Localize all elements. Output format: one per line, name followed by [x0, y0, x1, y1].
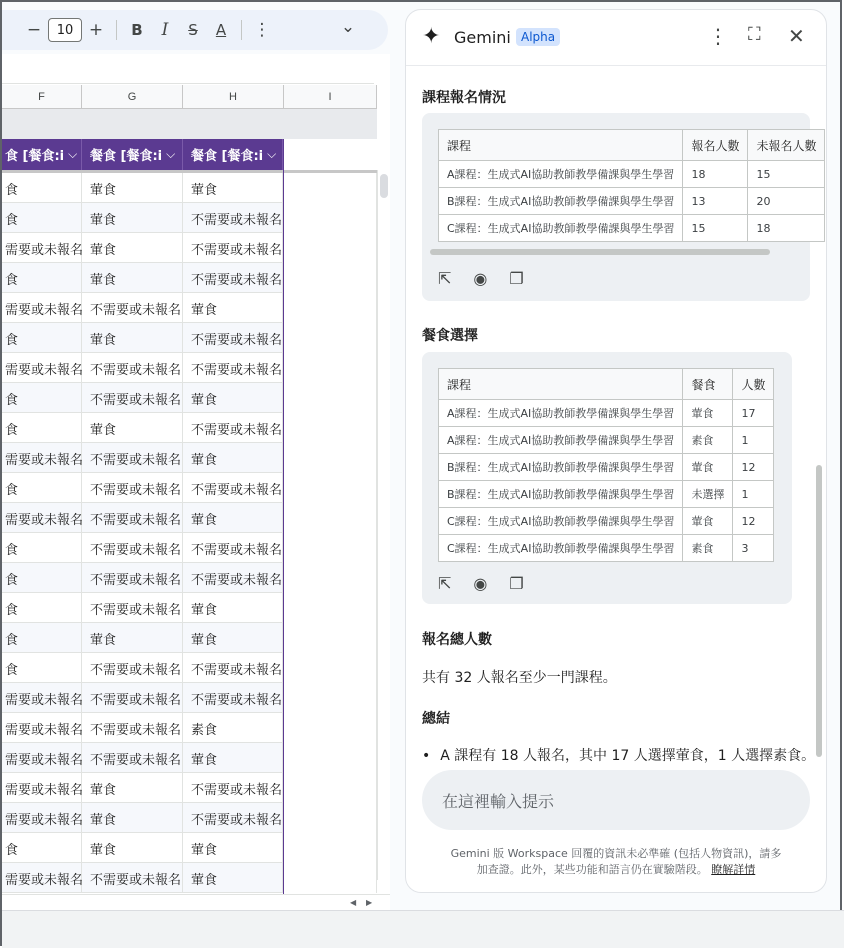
bullet-dot: •	[422, 748, 431, 764]
panel-header	[406, 10, 826, 66]
decrease-font-size-button[interactable]: −	[26, 20, 42, 40]
preview-eye-icon[interactable]: ◉	[473, 574, 488, 593]
expand-icon[interactable]: ⛶	[748, 24, 761, 45]
table-wrapper	[438, 368, 774, 562]
bold-button[interactable]: B	[131, 21, 143, 39]
grid-cell[interactable]: 葷食	[183, 863, 283, 893]
copy-icon[interactable]: ❐	[509, 269, 524, 288]
text-color-button[interactable]: A	[215, 21, 227, 39]
grid-cell[interactable]: 需要或未報名	[2, 713, 82, 743]
table-cell: C課程：生成式AI協助教師教學備課與學生學習	[439, 535, 683, 562]
formula-bar-area	[2, 54, 374, 84]
grid-cell[interactable]	[283, 623, 377, 653]
chevron-down-icon[interactable]: ⌄	[340, 17, 356, 37]
table-cell: 20	[748, 188, 825, 215]
column-header-i[interactable]: I	[284, 85, 377, 109]
grid-cell[interactable]: 葷食	[82, 833, 183, 863]
table-cell: 葷食	[683, 508, 733, 535]
header-label: 餐食 [餐食:i	[90, 149, 163, 164]
scrollbar-thumb[interactable]	[380, 174, 388, 198]
formatting-toolbar	[2, 10, 388, 50]
disclaimer-text	[446, 846, 786, 878]
grid-cell[interactable]: 需要或未報名	[2, 443, 82, 473]
grid-cell[interactable]: 不需要或未報名	[183, 563, 283, 593]
summary-text: A 課程有 18 人報名，其中 17 人選擇葷食，1 人選擇素食。	[440, 748, 816, 764]
table-row	[2, 263, 377, 293]
grid-cell[interactable]: 不需要或未報名	[183, 473, 283, 503]
strikethrough-button[interactable]: S	[188, 21, 198, 39]
grid-cell[interactable]: 不需要或未報名	[82, 713, 183, 743]
grid-cell[interactable]: 需要或未報名	[2, 293, 82, 323]
column-header-f[interactable]: F	[2, 85, 82, 109]
grid-cell[interactable]	[283, 413, 377, 443]
scroll-right-icon[interactable]: ▶	[366, 898, 373, 907]
table-row	[439, 161, 825, 188]
grid-cell[interactable]: 不需要或未報名	[82, 593, 183, 623]
grid-cell[interactable]: 不需要或未報名	[183, 683, 283, 713]
table-cell: 素食	[683, 535, 733, 562]
divider	[116, 20, 117, 40]
total-text: 共有 32 人報名至少一門課程。	[422, 670, 617, 686]
grid-cell[interactable]: 需要或未報名	[2, 503, 82, 533]
chevron-down-icon[interactable]: ⌵	[166, 147, 176, 161]
alpha-badge: Alpha	[516, 28, 560, 46]
table-row	[439, 535, 774, 562]
grid-cell[interactable]: 需要或未報名	[2, 683, 82, 713]
grid-cell[interactable]	[283, 503, 377, 533]
grid-cell[interactable]	[283, 383, 377, 413]
grid-cell[interactable]: 不需要或未報名	[183, 653, 283, 683]
grid-cell[interactable]: 不需要或未報名	[82, 473, 183, 503]
table-cell: B課程：生成式AI協助教師教學備課與學生學習	[439, 188, 683, 215]
grid-cell[interactable]: 食	[2, 593, 82, 623]
grid-cell[interactable]	[283, 683, 377, 713]
grid-cell[interactable]: 葷食	[183, 293, 283, 323]
grid-cell[interactable]: 食	[2, 833, 82, 863]
scroll-left-icon[interactable]: ◀	[350, 898, 357, 907]
column-header-h[interactable]: H	[183, 85, 284, 109]
font-size-field[interactable]: 10	[48, 18, 82, 42]
table-cell: 素食	[683, 427, 733, 454]
table-cell: C課程：生成式AI協助教師教學備課與學生學習	[439, 215, 683, 242]
table-cell: 18	[683, 161, 748, 188]
table-cell: 葷食	[683, 400, 733, 427]
table-row	[2, 863, 377, 893]
header-label: 食 [餐食:i	[5, 149, 65, 164]
grid-cell[interactable]: 葷食	[82, 803, 183, 833]
grid-cell[interactable]: 不需要或未報名	[82, 863, 183, 893]
grid-cell[interactable]: 不需要或未報名	[82, 683, 183, 713]
grid-cell[interactable]: 不需要或未報名	[82, 353, 183, 383]
grid-cell[interactable]: 葷食	[183, 593, 283, 623]
table-cell: A課程：生成式AI協助教師教學備課與學生學習	[439, 161, 683, 188]
grid-cell[interactable]	[283, 713, 377, 743]
grid-cell[interactable]: 食	[2, 623, 82, 653]
grid-cell[interactable]	[283, 563, 377, 593]
table-cell: 13	[683, 188, 748, 215]
table-row	[2, 533, 377, 563]
more-options-icon[interactable]: ⋮	[708, 24, 728, 48]
enrollment-table	[438, 129, 825, 242]
increase-font-size-button[interactable]: +	[88, 20, 104, 40]
table-row	[2, 473, 377, 503]
grid-cell[interactable]: 不需要或未報名	[82, 503, 183, 533]
table-row	[439, 427, 774, 454]
table-cell: 葷食	[683, 454, 733, 481]
summary-bullet	[422, 745, 815, 765]
section-title: 總結	[422, 711, 450, 727]
table-column-header: 課程	[439, 130, 683, 161]
grid-cell[interactable]: 葷食	[183, 503, 283, 533]
insert-into-sheet-icon[interactable]: ⇱	[438, 269, 452, 288]
grid-cell[interactable]: 葷食	[183, 383, 283, 413]
grid-cell[interactable]: 需要或未報名	[2, 233, 82, 263]
table-cell: 3	[733, 535, 774, 562]
table-border	[283, 139, 284, 894]
grid-cell[interactable]: 不需要或未報名	[82, 653, 183, 683]
header-label: 餐食 [餐食:i	[191, 149, 264, 164]
grid-cell[interactable]: 不需要或未報名	[183, 533, 283, 563]
table-row	[2, 563, 377, 593]
prompt-input[interactable]: 在這裡輸入提示	[422, 770, 810, 830]
grid-cell[interactable]: 需要或未報名	[2, 773, 82, 803]
grid-cell[interactable]: 葷食	[183, 623, 283, 653]
grid-cell[interactable]: 食	[2, 263, 82, 293]
close-icon[interactable]: ✕	[788, 24, 805, 48]
card-actions	[438, 269, 524, 288]
table-cell: C課程：生成式AI協助教師教學備課與學生學習	[439, 508, 683, 535]
table-column-header: 人數	[733, 369, 774, 400]
table-row	[439, 454, 774, 481]
learn-more-link[interactable]: 瞭解詳情	[711, 863, 756, 876]
table-cell: 1	[733, 427, 774, 454]
grid-cell[interactable]: 食	[2, 473, 82, 503]
section-title: 報名總人數	[422, 632, 492, 648]
grid-cell[interactable]	[283, 323, 377, 353]
grid-cell[interactable]	[283, 233, 377, 263]
table-card	[422, 352, 792, 604]
insert-into-sheet-icon[interactable]: ⇱	[438, 574, 452, 593]
grid-cell[interactable]: 需要或未報名	[2, 803, 82, 833]
table-row	[2, 443, 377, 473]
grid-cell[interactable]: 需要或未報名	[2, 743, 82, 773]
preview-eye-icon[interactable]: ◉	[473, 269, 488, 288]
table-row	[2, 323, 377, 353]
grid-cell[interactable]	[283, 863, 377, 893]
grid-cell[interactable]: 葷食	[183, 743, 283, 773]
table-cell: B課程：生成式AI協助教師教學備課與學生學習	[439, 481, 683, 508]
grid-cell[interactable]: 葷食	[82, 263, 183, 293]
table-row	[2, 233, 377, 263]
table-column-header: 未報名人數	[748, 130, 825, 161]
table-row	[2, 623, 377, 653]
section-title: 餐食選擇	[422, 328, 478, 344]
grid-cell[interactable]: 不需要或未報名	[82, 443, 183, 473]
table-row	[2, 293, 377, 323]
grid-cell[interactable]: 葷食	[82, 323, 183, 353]
grid-cell[interactable]: 葷食	[183, 443, 283, 473]
grid-cell[interactable]: 食	[2, 323, 82, 353]
grid-cell[interactable]: 不需要或未報名	[183, 323, 283, 353]
italic-button[interactable]: I	[161, 20, 169, 40]
meal-table	[438, 368, 774, 562]
grid-cell[interactable]: 葷食	[183, 833, 283, 863]
grid-cell[interactable]: 不需要或未報名	[183, 353, 283, 383]
grid-cell[interactable]: 不需要或未報名	[82, 563, 183, 593]
table-cell: 15	[748, 161, 825, 188]
table-row	[2, 743, 377, 773]
table-column-header: 課程	[439, 369, 683, 400]
section-title: 課程報名情況	[422, 90, 506, 106]
table-row	[2, 593, 377, 623]
table-cell: 12	[733, 454, 774, 481]
table-row	[439, 400, 774, 427]
grid-cell[interactable]	[283, 773, 377, 803]
table-cell: A課程：生成式AI協助教師教學備課與學生學習	[439, 427, 683, 454]
more-options-icon[interactable]: ⋮	[253, 20, 271, 40]
grid-cell[interactable]	[283, 443, 377, 473]
panel-scrollbar[interactable]	[816, 465, 822, 757]
grid-cell[interactable]: 不需要或未報名	[82, 533, 183, 563]
column-header-g[interactable]: G	[82, 85, 183, 109]
table-row	[2, 803, 377, 833]
vertical-scrollbar[interactable]	[377, 170, 390, 880]
grid-cell[interactable]: 食	[2, 173, 82, 203]
table-row	[2, 833, 377, 863]
grid-cell[interactable]: 葷食	[183, 173, 283, 203]
grid-cell[interactable]: 需要或未報名	[2, 353, 82, 383]
table-wrapper	[438, 129, 825, 242]
gemini-side-panel	[405, 9, 827, 893]
chevron-down-icon[interactable]: ⌵	[68, 147, 78, 161]
grid-cell[interactable]: 不需要或未報名	[82, 743, 183, 773]
grid-cell[interactable]: 需要或未報名	[2, 863, 82, 893]
grid-cell[interactable]: 葷食	[82, 173, 183, 203]
spreadsheet-grid	[2, 54, 390, 910]
chevron-down-icon[interactable]: ⌵	[267, 147, 277, 161]
grid-cell[interactable]: 不需要或未報名	[183, 263, 283, 293]
grid-cell[interactable]	[283, 803, 377, 833]
divider	[241, 20, 242, 40]
table-row	[439, 215, 825, 242]
grid-cell[interactable]	[283, 833, 377, 863]
table-column-header: 餐食	[683, 369, 733, 400]
grid-cell[interactable]: 食	[2, 533, 82, 563]
table-row	[439, 481, 774, 508]
grid-cell[interactable]: 葷食	[82, 233, 183, 263]
table-cell: A課程：生成式AI協助教師教學備課與學生學習	[439, 400, 683, 427]
table-cell: 17	[733, 400, 774, 427]
table-cell: B課程：生成式AI協助教師教學備課與學生學習	[439, 454, 683, 481]
grid-cell[interactable]: 不需要或未報名	[82, 383, 183, 413]
table-row	[2, 503, 377, 533]
grid-cell[interactable]: 素食	[183, 713, 283, 743]
header-cell-f[interactable]	[2, 139, 82, 170]
grid-cell[interactable]	[283, 653, 377, 683]
table-row	[2, 413, 377, 443]
horizontal-scrollbar[interactable]	[2, 894, 390, 910]
grid-cell[interactable]: 食	[2, 563, 82, 593]
grid-cell[interactable]: 不需要或未報名	[82, 293, 183, 323]
frozen-row	[2, 109, 377, 139]
grid-cell[interactable]	[283, 173, 377, 203]
table-cell: 12	[733, 508, 774, 535]
table-row	[2, 383, 377, 413]
grid-cell[interactable]: 不需要或未報名	[183, 233, 283, 263]
grid-cell[interactable]	[283, 263, 377, 293]
grid-cell[interactable]	[283, 353, 377, 383]
table-row	[2, 203, 377, 233]
grid-cell[interactable]: 不需要或未報名	[183, 773, 283, 803]
table-scrollbar[interactable]	[430, 249, 770, 255]
grid-cell[interactable]: 葷食	[82, 773, 183, 803]
table-cell: 未選擇	[683, 481, 733, 508]
gemini-sparkle-icon: ✦	[422, 24, 441, 49]
grid-cell[interactable]: 不需要或未報名	[183, 803, 283, 833]
grid-cell[interactable]: 不需要或未報名	[183, 203, 283, 233]
grid-cell[interactable]	[283, 533, 377, 563]
grid-cell[interactable]	[283, 203, 377, 233]
copy-icon[interactable]: ❐	[509, 574, 524, 593]
header-cell-h[interactable]	[183, 139, 283, 170]
table-cell: 15	[683, 215, 748, 242]
table-column-header: 報名人數	[683, 130, 748, 161]
table-body	[2, 173, 377, 893]
table-row	[2, 773, 377, 803]
table-row	[2, 713, 377, 743]
table-row	[2, 683, 377, 713]
header-cell-g[interactable]	[82, 139, 183, 170]
grid-cell[interactable]: 食	[2, 653, 82, 683]
table-row	[2, 353, 377, 383]
grid-cell[interactable]: 食	[2, 413, 82, 443]
table-cell: 1	[733, 481, 774, 508]
grid-cell[interactable]	[283, 593, 377, 623]
grid-cell[interactable]: 葷食	[82, 623, 183, 653]
grid-cell[interactable]	[283, 473, 377, 503]
grid-cell[interactable]: 食	[2, 203, 82, 233]
response-content	[406, 67, 826, 764]
table-row	[439, 508, 774, 535]
grid-cell[interactable]: 不需要或未報名	[183, 413, 283, 443]
disclaimer-body: Gemini 版 Workspace 回覆的資訊未必準確 (包括人物資訊)，請多加查證。此外，某些功能和語言仍在實驗階段。	[450, 847, 782, 876]
table-row	[439, 188, 825, 215]
grid-cell[interactable]	[283, 743, 377, 773]
grid-cell[interactable]: 食	[2, 383, 82, 413]
grid-cell[interactable]	[283, 293, 377, 323]
table-header-row	[2, 139, 283, 170]
table-row	[2, 173, 377, 203]
sheet-tab-bar	[2, 910, 844, 948]
table-card	[422, 113, 817, 301]
column-headers	[2, 85, 377, 109]
grid-cell[interactable]: 葷食	[82, 203, 183, 233]
table-row	[2, 653, 377, 683]
table-cell: 18	[748, 215, 825, 242]
grid-cell[interactable]: 葷食	[82, 413, 183, 443]
panel-title: Gemini	[454, 28, 511, 47]
card-actions	[438, 574, 524, 593]
